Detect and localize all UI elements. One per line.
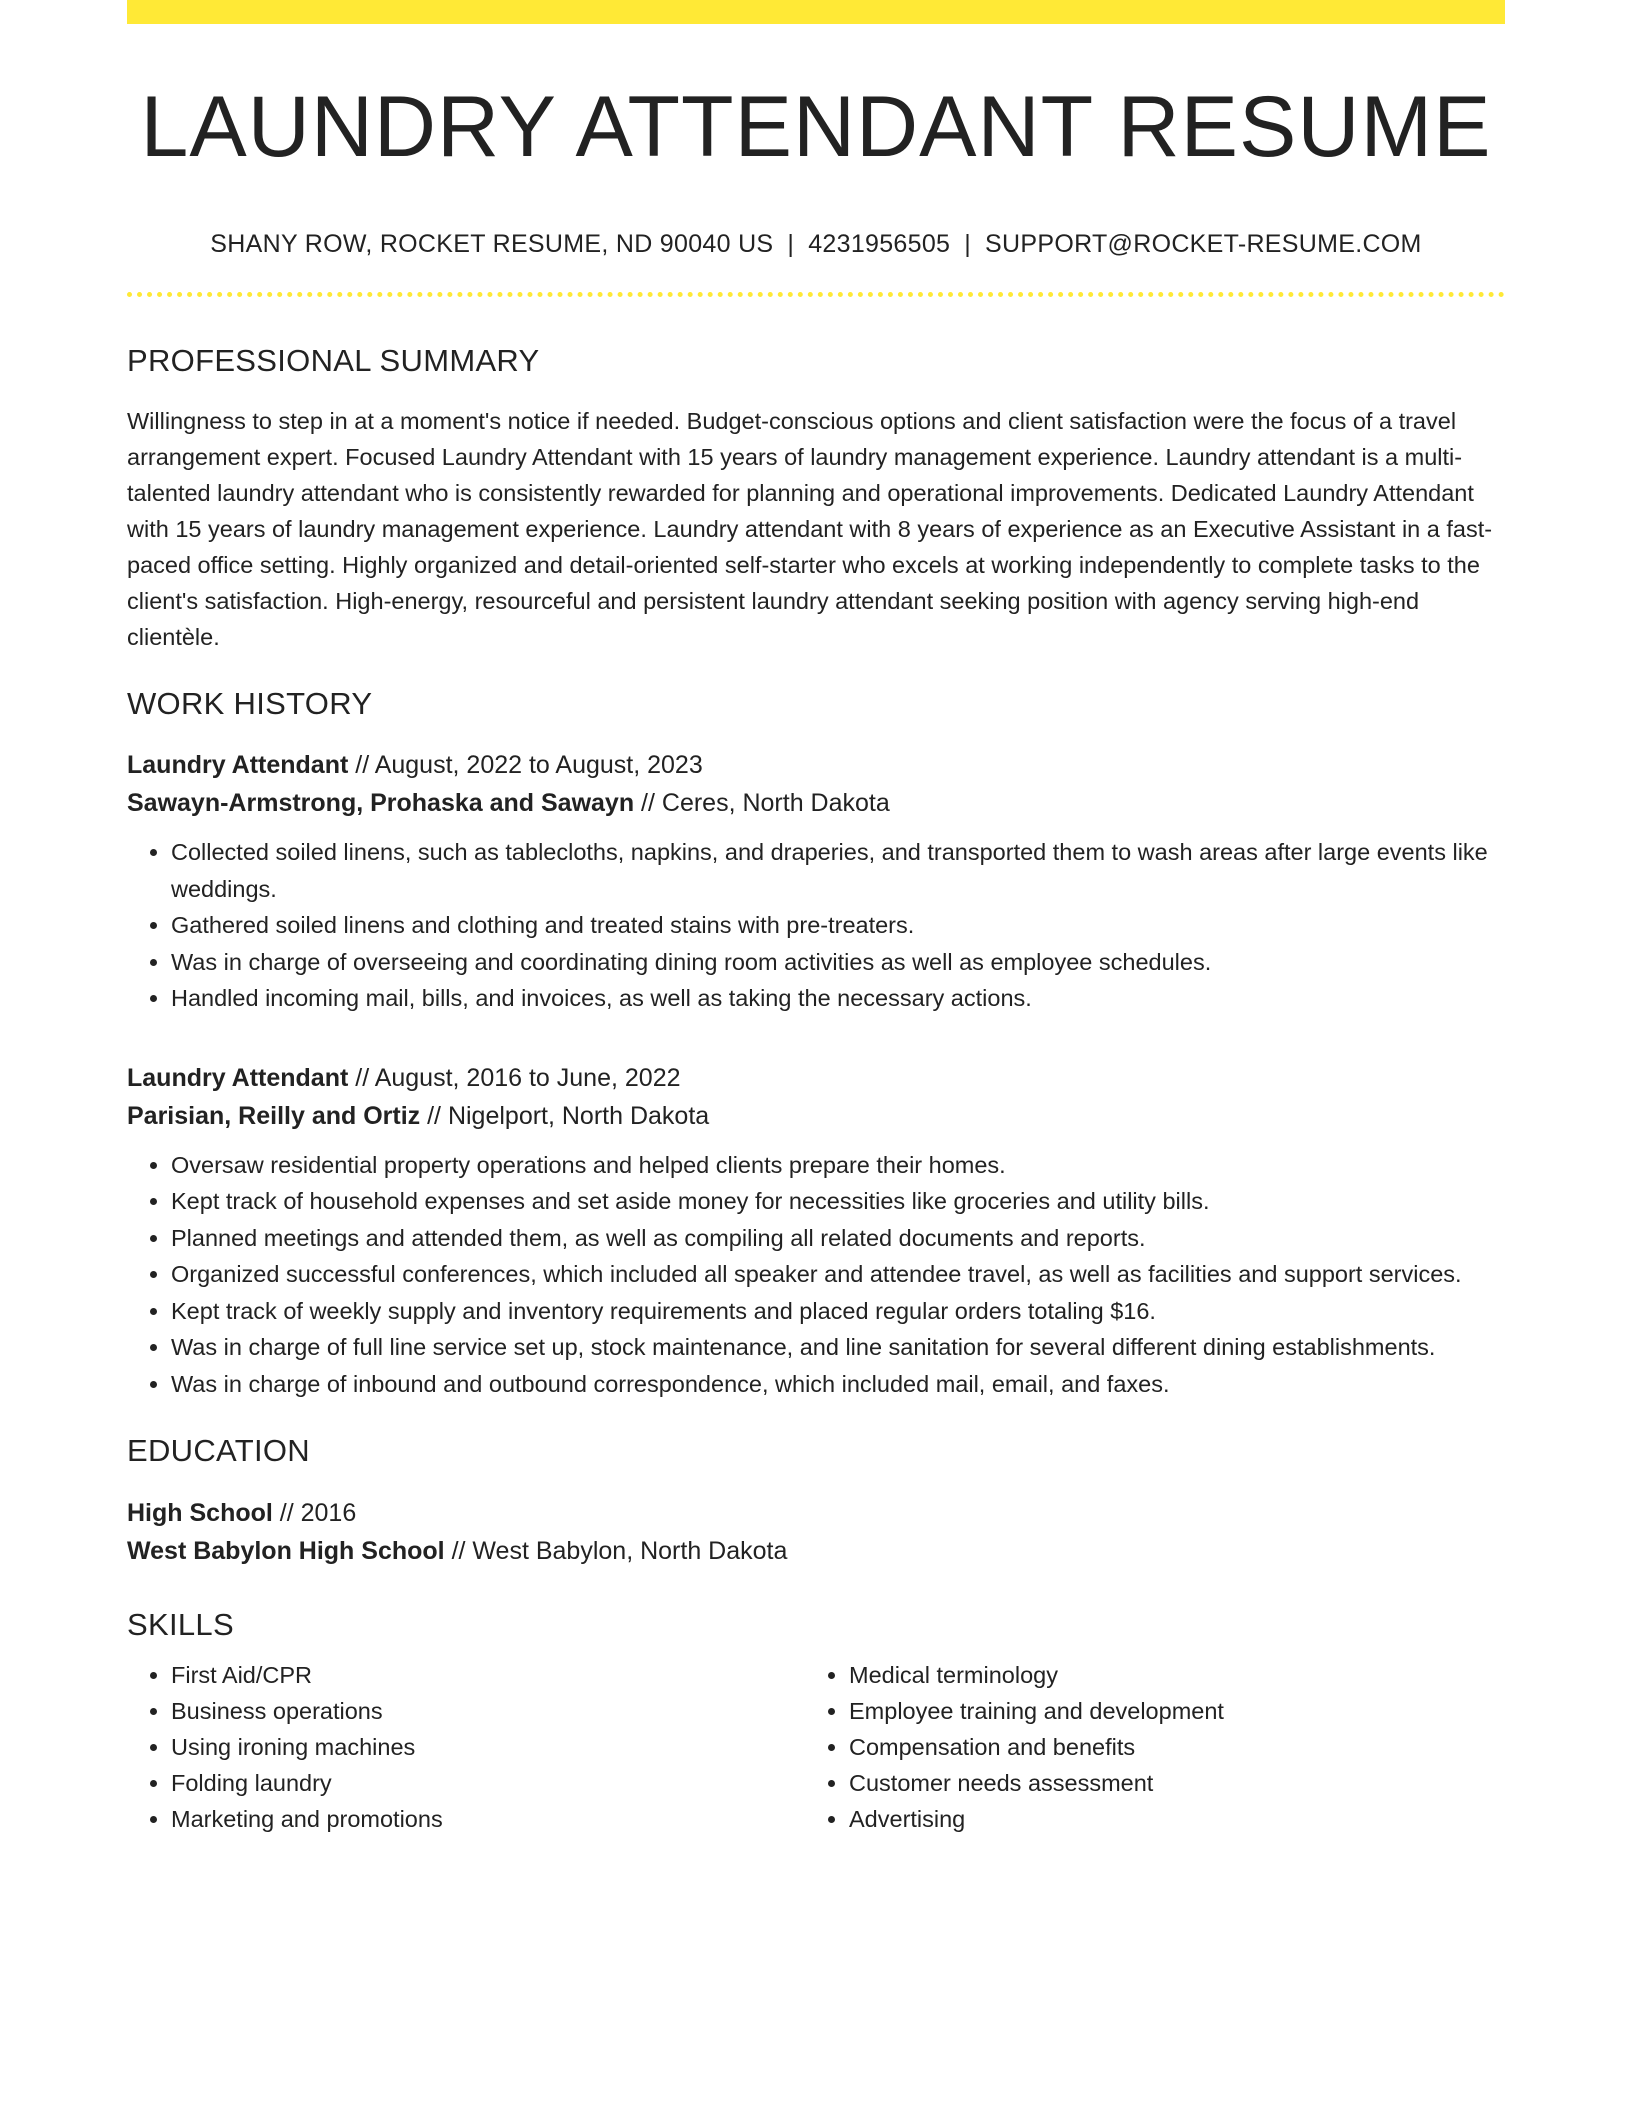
education-degree: High School	[127, 1498, 273, 1527]
contact-address: SHANY ROW, ROCKET RESUME, ND 90040 US	[210, 230, 774, 258]
job-bullet: • Collected soiled linens, such as tablecloths, napkins, and draperies, and transported them to wash areas after large events like weddings.	[171, 834, 1505, 907]
job-company-line	[127, 784, 1505, 822]
education-year: // 2016	[272, 1498, 357, 1527]
contact-line	[127, 230, 1505, 259]
job-bullet: • Was in charge of full line service set up, stock maintenance, and line sanitation for several different dining establishments.	[171, 1329, 1505, 1366]
job-company: Sawayn-Armstrong, Prohaska and Sawayn	[127, 789, 635, 818]
job-title: Laundry Attendant	[127, 1063, 349, 1092]
education-school: West Babylon High School	[127, 1536, 445, 1565]
skill-item: • Using ironing machines	[171, 1729, 805, 1765]
job-bullet: • Oversaw residential property operations and helped clients prepare their homes.	[171, 1147, 1505, 1184]
job-entry	[127, 746, 1505, 1017]
skills-list-left	[127, 1657, 805, 1837]
job-bullets	[127, 1147, 1505, 1403]
skill-item: • First Aid/CPR	[171, 1657, 805, 1693]
skill-item: • Medical terminology	[849, 1657, 1483, 1693]
accent-top-bar	[127, 0, 1505, 24]
job-dates: // August, 2022 to August, 2023	[348, 751, 703, 780]
skill-item: • Folding laundry	[171, 1765, 805, 1801]
job-bullet: • Kept track of household expenses and set aside money for necessities like groceries and utility bills.	[171, 1183, 1505, 1220]
contact-separator: |	[787, 230, 795, 258]
skill-item: • Employee training and development	[849, 1693, 1483, 1729]
skill-item: • Marketing and promotions	[171, 1801, 805, 1837]
skills-columns	[127, 1657, 1505, 1837]
job-company-line	[127, 1097, 1505, 1135]
job-bullet: • Kept track of weekly supply and inventory requirements and placed regular orders totaling $16.	[171, 1293, 1505, 1330]
job-bullet: • Organized successful conferences, which included all speaker and attendee travel, as well as facilities and support services.	[171, 1256, 1505, 1293]
contact-separator: |	[964, 230, 972, 258]
job-title-line	[127, 1059, 1505, 1097]
job-company: Parisian, Reilly and Ortiz	[127, 1101, 421, 1130]
resume-page	[127, 0, 1505, 1837]
job-title: Laundry Attendant	[127, 751, 349, 780]
job-bullet: • Planned meetings and attended them, as well as compiling all related documents and reports.	[171, 1220, 1505, 1257]
job-bullet: • Was in charge of overseeing and coordinating dining room activities as well as employee schedules.	[171, 944, 1505, 981]
job-location: // Ceres, North Dakota	[634, 789, 890, 818]
job-bullet: • Was in charge of inbound and outbound correspondence, which included mail, email, and faxes.	[171, 1366, 1505, 1403]
education-school-line	[127, 1532, 1505, 1570]
summary-text: Willingness to step in at a moment's notice if needed. Budget-conscious options and client satisfaction were the focus of a travel arrangement expert. Focused Laundry Attendant with 15 years of laundry management experience. Laundry attendant is a multi-talented laundry attendant who is consistently rewarded for planning and operational improvements. Dedicated Laundry Attendant with 15 years of laundry management experience. Laundry attendant with 8 years of experience as an Executive Assistant in a fast-paced office setting. Highly organized and detail-oriented self-starter who excels at working independently to complete tasks to the client's satisfaction. High-energy, resourceful and persistent laundry attendant seeking position with agency serving high-end clientèle.	[127, 408, 1493, 651]
document-title: LAUNDRY ATTENDANT RESUME	[140, 79, 1492, 175]
education-heading: EDUCATION	[127, 1433, 310, 1469]
skill-item: • Business operations	[171, 1693, 805, 1729]
job-entry	[127, 1059, 1505, 1403]
job-dates: // August, 2016 to June, 2022	[348, 1063, 681, 1092]
summary-heading: PROFESSIONAL SUMMARY	[127, 343, 540, 378]
job-location: // Nigelport, North Dakota	[420, 1101, 710, 1130]
job-bullet: • Gathered soiled linens and clothing and treated stains with pre-treaters.	[171, 907, 1505, 944]
education-entry	[127, 1494, 1505, 1570]
skill-item: • Advertising	[849, 1801, 1483, 1837]
skill-item: • Compensation and benefits	[849, 1729, 1483, 1765]
education-location: // West Babylon, North Dakota	[444, 1536, 788, 1565]
job-title-line	[127, 746, 1505, 784]
dotted-divider	[127, 292, 1505, 297]
contact-phone: 4231956505	[808, 230, 951, 258]
job-bullet: • Handled incoming mail, bills, and invoices, as well as taking the necessary actions.	[171, 980, 1505, 1017]
work-history-heading: WORK HISTORY	[127, 686, 373, 722]
contact-email: SUPPORT@ROCKET-RESUME.COM	[985, 230, 1422, 258]
skills-list-right	[805, 1657, 1483, 1837]
job-bullets	[127, 834, 1505, 1017]
skill-item: • Customer needs assessment	[849, 1765, 1483, 1801]
education-degree-line	[127, 1494, 1505, 1532]
skills-heading: SKILLS	[127, 1606, 234, 1642]
